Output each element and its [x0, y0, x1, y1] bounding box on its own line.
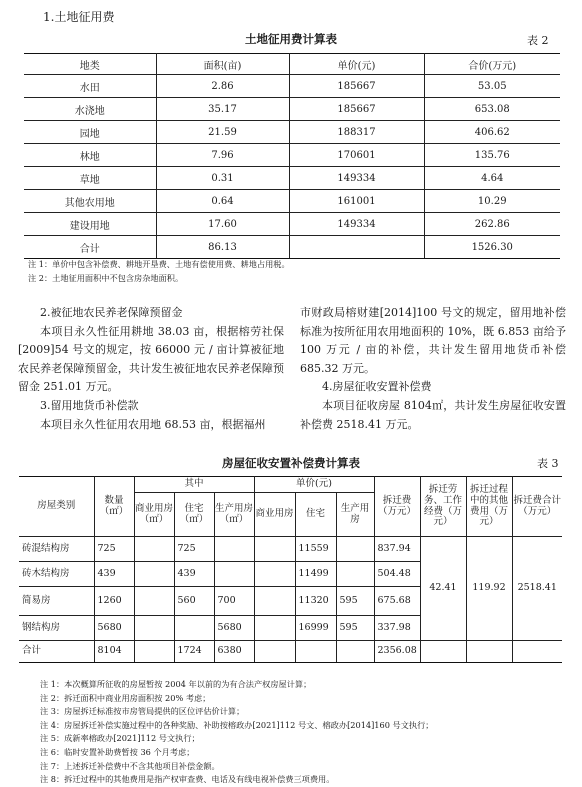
table3-number: 表 3: [537, 457, 559, 470]
paragraph: 市财政局榕财建[2014]100 号文的规定，留用地补偿标准为按所征用农用地面积的 10%，既 6.853 亩给予 100 万元 / 亩的补偿，共计发生留用地货币补偿 685.32 万元。: [300, 306, 566, 375]
subheader-commercial-area: 商业用房（㎡）: [134, 493, 174, 537]
table-cell: 草地: [24, 167, 156, 190]
table-cell: [295, 641, 336, 663]
table-cell: [254, 587, 295, 616]
note: 注 2：拆迁面积中商业用房面积按 20% 考虑；: [40, 692, 211, 703]
table-cell: 406.62: [424, 121, 560, 144]
table-cell: 10.29: [424, 190, 560, 213]
table-cell: 11559: [295, 537, 336, 562]
header-among: 其中: [134, 477, 254, 493]
note: 注 2：土地征用面积中不包含房杂地面积。: [28, 272, 184, 283]
table3-title: 房屋征收安置补偿费计算表: [222, 456, 360, 470]
table-cell: 837.94: [374, 537, 420, 562]
table-cell: [336, 562, 374, 587]
note: 注 1：单价中包含补偿费、耕地开垦费、土地有偿使用费、耕地占用税。: [28, 259, 290, 269]
header-total-fee: 拆迁费合计（万元）: [512, 477, 562, 537]
table-cell: 1724: [174, 641, 214, 663]
header-unit-price: 单价(元): [254, 477, 374, 493]
table-cell: 水浇地: [24, 98, 156, 121]
table-cell: 11320: [295, 587, 336, 616]
table-header-row: [19, 477, 562, 493]
table-row: [24, 75, 560, 98]
subheader-residential-area: 住宅（㎡）: [174, 493, 214, 537]
table2-title: 土地征用费计算表: [245, 32, 337, 46]
note: 注 6：临时安置补助费暂按 36 个月考虑；: [40, 746, 195, 757]
paragraph: 本项目征收房屋 8104㎡，共计发生房屋征收安置补偿费 2518.41 万元。: [300, 398, 566, 431]
table-cell: 2.86: [156, 75, 289, 98]
table-cell: 16999: [295, 616, 336, 641]
table-cell: 149334: [289, 167, 424, 190]
table-cell: 0.31: [156, 167, 289, 190]
table-cell: 262.86: [424, 213, 560, 236]
table-cell: 6380: [214, 641, 254, 663]
table-cell: 53.05: [424, 75, 560, 98]
section-heading: 1.土地征用费: [43, 10, 115, 24]
subheader-production-price: 生产用房: [336, 493, 374, 537]
table-row: [24, 213, 560, 236]
table-cell: 7.96: [156, 144, 289, 167]
table-cell: 0.64: [156, 190, 289, 213]
table-cell: 675.68: [374, 587, 420, 616]
table-cell: [134, 616, 174, 641]
table-cell: 188317: [289, 121, 424, 144]
table-cell: 725: [174, 537, 214, 562]
table-row: [24, 190, 560, 213]
table-cell: [254, 537, 295, 562]
table-cell: [512, 641, 562, 663]
table-cell: 8104: [94, 641, 134, 663]
table-cell: [254, 562, 295, 587]
table-cell: [214, 562, 254, 587]
table-cell: 86.13: [156, 236, 289, 259]
note: 注 3：房屋拆迁标准按市房管局提供的区位评估价计算；: [40, 706, 245, 717]
merged-total-cell: 2518.41: [512, 537, 562, 641]
table-cell: 合计: [24, 236, 156, 259]
table-cell: 5680: [94, 616, 134, 641]
table-cell: 其他农用地: [24, 190, 156, 213]
table-cell: [214, 537, 254, 562]
merged-other-cell: 119.92: [466, 537, 512, 641]
table-cell: 161001: [289, 190, 424, 213]
body-text-right: [300, 304, 566, 434]
table-total-row: [24, 236, 560, 259]
note: 注 1：本次概算所征收的房屋暂按 2004 年以前的为有合法产权房屋计算；: [40, 679, 312, 689]
note: 注 7：上述拆迁补偿费中不含其他项目补偿金额。: [40, 760, 220, 771]
table-cell: 4.64: [424, 167, 560, 190]
header-unit-price: 单价(元): [289, 54, 424, 75]
table-row: [19, 537, 562, 562]
table-cell: 5680: [214, 616, 254, 641]
merged-svc-cell: 42.41: [420, 537, 466, 641]
house-compensation-table: [19, 476, 562, 663]
paragraph: 本项目永久性征用耕地 38.03 亩，根据榕劳社保[2009]54 号文的规定，按 66000 元 / 亩计算被征地农民养老保障预留金，共计发生被征地农民养老保障预留金 251.01 万元。: [18, 324, 284, 394]
table-cell: [466, 641, 512, 663]
table-cell: 21.59: [156, 121, 289, 144]
body-text-left: [18, 304, 284, 434]
header-land-type: 地类: [24, 54, 156, 75]
table-row: [24, 121, 560, 144]
note: 注 4：房屋拆迁补偿实施过程中的各种奖励、补助按榕政办[2021]112 号文、榕政办[2014]160 号文执行；: [40, 719, 434, 730]
table-cell: 11499: [295, 562, 336, 587]
table-cell: 简易房: [19, 587, 94, 616]
land-expropriation-table: [24, 53, 560, 259]
table-cell: [336, 641, 374, 663]
table-cell: 504.48: [374, 562, 420, 587]
table-cell: [254, 616, 295, 641]
table-row: [24, 98, 560, 121]
table-cell: [336, 537, 374, 562]
table-row: [24, 167, 560, 190]
table-cell: 185667: [289, 98, 424, 121]
header-quantity: 数量（㎡）: [94, 477, 134, 537]
table-cell: 595: [336, 616, 374, 641]
table-cell: 水田: [24, 75, 156, 98]
table-total-row: [19, 641, 562, 663]
table-cell: 149334: [289, 213, 424, 236]
table-cell: 337.98: [374, 616, 420, 641]
table-cell: [134, 641, 174, 663]
table-cell: 135.76: [424, 144, 560, 167]
table-cell: 700: [214, 587, 254, 616]
table-cell: [134, 587, 174, 616]
table-cell: 钢结构房: [19, 616, 94, 641]
table-cell: 439: [94, 562, 134, 587]
table-cell: [420, 641, 466, 663]
table-cell: [289, 236, 424, 259]
table-cell: 砖混结构房: [19, 537, 94, 562]
table-header-row: [24, 54, 560, 75]
table-cell: 439: [174, 562, 214, 587]
paragraph: 3.留用地货币补偿款: [40, 398, 139, 412]
table-row: [24, 144, 560, 167]
table2-notes: [28, 258, 290, 285]
table-cell: [174, 616, 214, 641]
table-cell: 653.08: [424, 98, 560, 121]
table-cell: 560: [174, 587, 214, 616]
table-cell: 1526.30: [424, 236, 560, 259]
header-demolition-fee: 拆迁费（万元）: [374, 477, 420, 537]
subheader-residential-price: 住宅: [295, 493, 336, 537]
table-cell: 725: [94, 537, 134, 562]
note: 注 5：成新率榕政办[2021]112 号文执行；: [40, 733, 200, 744]
header-area: 面积(亩): [156, 54, 289, 75]
table-cell: 合计: [19, 641, 94, 663]
table-cell: [254, 641, 295, 663]
table3-notes: [40, 678, 433, 787]
header-house-type: 房屋类别: [19, 477, 94, 537]
table-cell: 185667: [289, 75, 424, 98]
table-cell: 170601: [289, 144, 424, 167]
table-cell: 2356.08: [374, 641, 420, 663]
table-cell: 园地: [24, 121, 156, 144]
subheader-production-area: 生产用房（㎡）: [214, 493, 254, 537]
paragraph: 4.房屋征收安置补偿费: [322, 380, 432, 394]
note: 注 8：拆迁过程中的其他费用是指产权审查费、电话及有线电视补偿费三项费用。: [40, 774, 335, 785]
table-cell: [134, 562, 174, 587]
paragraph: 本项目永久性征用农用地 68.53 亩，根据福州: [40, 417, 266, 431]
paragraph: 2.被征地农民养老保障预留金: [40, 306, 183, 319]
table2-number: 表 2: [527, 34, 549, 47]
table-cell: 595: [336, 587, 374, 616]
header-labor-fee: 拆迁劳务、工作经费（万元）: [420, 477, 466, 537]
table-cell: 建设用地: [24, 213, 156, 236]
table-cell: 砖木结构房: [19, 562, 94, 587]
table-cell: 1260: [94, 587, 134, 616]
header-other-fee: 拆迁过程中的其他费用（万元）: [466, 477, 512, 537]
header-amount: 合价(万元): [424, 54, 560, 75]
table-cell: [134, 537, 174, 562]
table-cell: 35.17: [156, 98, 289, 121]
table-cell: 17.60: [156, 213, 289, 236]
table-cell: 林地: [24, 144, 156, 167]
subheader-commercial-price: 商业用房: [254, 493, 295, 537]
